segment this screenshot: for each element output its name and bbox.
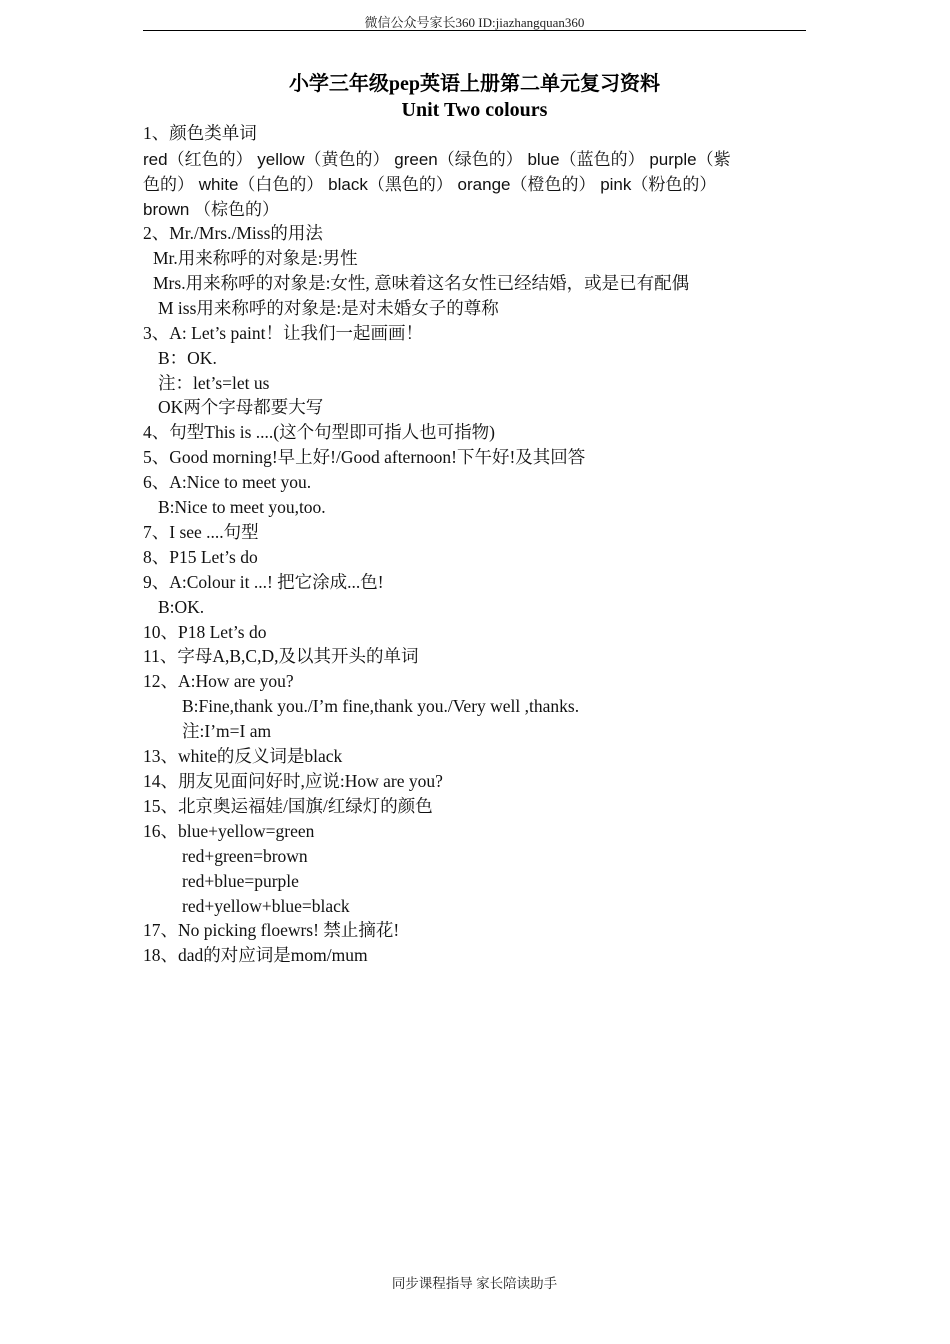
item-12-note: 注:I’m=I am xyxy=(182,721,272,741)
item-10: 10、P18 Let’s do xyxy=(143,622,267,642)
item-9: 9、A:Colour it ...! 把它涂成...色! xyxy=(143,572,384,592)
item-16: 16、blue+yellow=green xyxy=(143,821,315,841)
item-11: 11、字母A,B,C,D,及以其开头的单词 xyxy=(143,646,419,666)
item-16-mix-2: red+green=brown xyxy=(182,846,308,866)
item-15: 15、北京奥运福娃/国旗/红绿灯的颜色 xyxy=(143,796,433,816)
section-heading-titles: 2、Mr./Mrs./Miss的用法 xyxy=(143,223,323,243)
note-mrs: Mrs.用来称呼的对象是:女性, 意味着这名女性已经结婚，或是已有配偶 xyxy=(153,273,690,293)
item-3-note: 注：let’s=let us xyxy=(158,373,270,393)
colour-words-line-2: 色的） white（白色的） black（黑色的） orange（橙色的） pink（粉色的） xyxy=(143,175,717,194)
item-18: 18、dad的对应词是mom/mum xyxy=(143,945,368,965)
item-16-mix-3: red+blue=purple xyxy=(182,871,299,891)
item-3-ok-note: OK两个字母都要大写 xyxy=(158,397,324,417)
item-9-reply: B:OK. xyxy=(158,597,205,617)
item-8: 8、P15 Let’s do xyxy=(143,547,258,567)
colour-words-line-3: brown （棕色的） xyxy=(143,200,280,219)
item-13: 13、white的反义词是black xyxy=(143,746,343,766)
section-heading-colours: 1、颜色类单词 xyxy=(143,123,257,143)
note-miss: M iss用来称呼的对象是:是对未婚女子的尊称 xyxy=(158,298,499,318)
page-header: 微信公众号家长360 ID:jiazhangquan360 xyxy=(364,15,585,30)
document-subtitle: Unit Two colours xyxy=(401,99,548,121)
document-title: 小学三年级pep英语上册第二单元复习资料 xyxy=(288,73,661,95)
item-6: 6、A:Nice to meet you. xyxy=(143,472,312,492)
header-divider xyxy=(143,30,806,31)
item-3-reply: B：OK. xyxy=(158,348,217,368)
item-7: 7、I see ....句型 xyxy=(143,522,259,542)
page-footer: 同步课程指导 家长陪读助手 xyxy=(391,1276,558,1291)
item-16-mix-4: red+yellow+blue=black xyxy=(182,896,350,916)
item-4: 4、句型This is ....(这个句型即可指人也可指物) xyxy=(143,422,495,442)
item-3-lets-paint: 3、A: Let’s paint！让我们一起画画！ xyxy=(143,323,423,343)
item-12-reply: B:Fine,thank you./I’m fine,thank you./Very well ,thanks. xyxy=(182,696,580,716)
item-14: 14、朋友见面问好时,应说:How are you? xyxy=(143,771,443,791)
item-17: 17、No picking floewrs! 禁止摘花! xyxy=(143,920,400,940)
colour-words-line-1: red（红色的） yellow（黄色的） green（绿色的） blue（蓝色的） purple（紫 xyxy=(143,150,731,169)
item-6-reply: B:Nice to meet you,too. xyxy=(158,497,326,517)
note-mr: Mr.用来称呼的对象是:男性 xyxy=(153,248,358,268)
item-12: 12、A:How are you? xyxy=(143,671,294,691)
item-5: 5、Good morning!早上好!/Good afternoon!下午好!及其回答 xyxy=(143,447,586,467)
